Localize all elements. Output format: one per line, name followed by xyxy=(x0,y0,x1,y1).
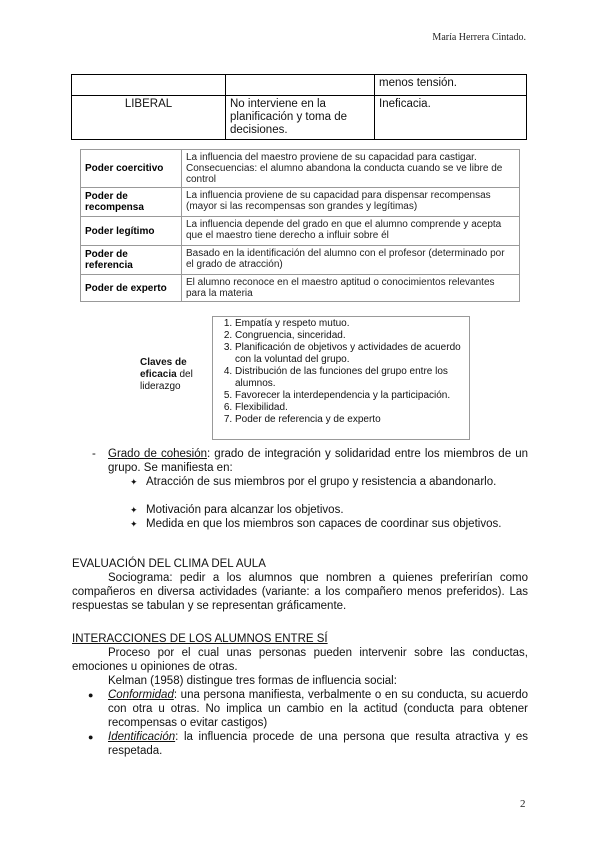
page-number: 2 xyxy=(520,798,526,810)
table-row xyxy=(81,188,520,217)
bullet-icon: ● xyxy=(88,732,94,742)
star-bullet-icon: ✦ xyxy=(130,519,138,529)
table-row xyxy=(81,217,520,246)
power-table xyxy=(80,149,520,302)
list-item: Medida en que los miembros son capaces de coordinar sus objetivos. xyxy=(146,518,502,530)
list-item: 2. Congruencia, sinceridad. xyxy=(235,330,469,342)
table-cell-style: LIBERAL xyxy=(72,96,226,140)
section-title: EVALUACIÓN DEL CLIMA DEL AULA xyxy=(72,558,266,570)
list-item: 3. Planificación de objetivos y actividades de acuerdo con la voluntad del grupo. xyxy=(235,342,469,366)
cohesion-term: Grado de cohesión xyxy=(108,448,207,460)
table-row xyxy=(81,150,520,188)
cohesion-text: : grado de integración y solidaridad entre los miembros de un grupo. Se manifiesta en: xyxy=(108,448,528,474)
star-bullet-icon: ✦ xyxy=(130,477,138,487)
table-row xyxy=(81,275,520,302)
table-row xyxy=(72,96,527,140)
bullet-icon: ● xyxy=(88,690,94,700)
claves-label-rest: del liderazgo xyxy=(140,369,193,392)
list-item: 6. Flexibilidad. xyxy=(235,402,469,414)
influence-text: : una persona manifiesta, verbalmente o en su conducta, su acuerdo con otra u otras. No implica un cambio en la actitud (conducta para obtener recompensas o evitar castigos) xyxy=(108,689,528,729)
power-desc: El alumno reconoce en el maestro aptitud o conocimientos relevantes para la materia xyxy=(182,275,520,302)
power-name: Poder de recompensa xyxy=(81,188,182,217)
power-desc: Basado en la identificación del alumno con el profesor (determinado por el grado de atracción) xyxy=(182,246,520,275)
list-item: 4. Distribución de las funciones del grupo entre los alumnos. xyxy=(235,366,469,390)
kelman-paragraph: Kelman (1958) distingue tres formas de influencia social: xyxy=(108,675,397,687)
list-item: 7. Poder de referencia y de experto xyxy=(235,414,469,426)
list-item xyxy=(108,688,528,730)
influence-list xyxy=(72,688,528,768)
list-item: 5. Favorecer la interdependencia y la participación. xyxy=(235,390,469,402)
list-item xyxy=(108,730,528,758)
star-bullet-icon: ✦ xyxy=(130,505,138,515)
cohesion-section xyxy=(72,447,528,547)
table-cell: Ineficacia. xyxy=(375,96,527,140)
table-cell xyxy=(226,75,375,96)
power-name: Poder de referencia xyxy=(81,246,182,275)
claves-label xyxy=(140,357,205,393)
claves-list xyxy=(213,318,469,426)
list-item: 1. Empatía y respeto mutuo. xyxy=(235,318,469,330)
table-cell xyxy=(72,75,226,96)
table-cell: No interviene en la planificación y toma de decisiones. xyxy=(226,96,375,140)
power-desc: La influencia depende del grado en que el alumno comprende y acepta que el maestro tiene derecho a influir sobre él xyxy=(182,217,520,246)
claves-label-bold: Claves de eficacia xyxy=(140,357,187,380)
dash-marker: - xyxy=(92,448,96,460)
influence-term: Identificación xyxy=(108,731,176,743)
list-item: Motivación para alcanzar los objetivos. xyxy=(146,504,344,516)
power-name: Poder legítimo xyxy=(81,217,182,246)
author-name: María Herrera Cintado. xyxy=(432,32,526,43)
influence-term: Conformidad xyxy=(108,689,174,701)
table-row xyxy=(72,75,527,96)
leadership-table xyxy=(71,74,527,140)
table-cell: menos tensión. xyxy=(375,75,527,96)
power-name: Poder de experto xyxy=(81,275,182,302)
list-item: Atracción de sus miembros por el grupo y resistencia a abandonarlo. xyxy=(146,476,497,488)
power-desc: La influencia proviene de su capacidad para dispensar recompensas (mayor si las recompensas son grandes y legítimas) xyxy=(182,188,520,217)
power-desc: La influencia del maestro proviene de su capacidad para castigar. Consecuencias: el alumno abandona la conducta cuando se ve libre de control xyxy=(182,150,520,188)
section-title: INTERACCIONES DE LOS ALUMNOS ENTRE SÍ xyxy=(72,633,328,645)
cohesion-paragraph xyxy=(108,447,528,475)
claves-box xyxy=(212,316,470,440)
interacciones-paragraph: Proceso por el cual unas personas pueden intervenir sobre las conductas, emociones u opiniones de otras. xyxy=(72,647,528,673)
table-row xyxy=(81,246,520,275)
influence-text: : la influencia procede de una persona que resulta atractiva y es respetada. xyxy=(108,731,528,757)
clima-paragraph: Sociograma: pedir a los alumnos que nombren a quienes preferirían como compañeros en diversa actividades (variante: a los compañero menos preferidos). Las respuestas se tabulan y se representan gráficamente. xyxy=(72,572,528,612)
power-name: Poder coercitivo xyxy=(81,150,182,188)
